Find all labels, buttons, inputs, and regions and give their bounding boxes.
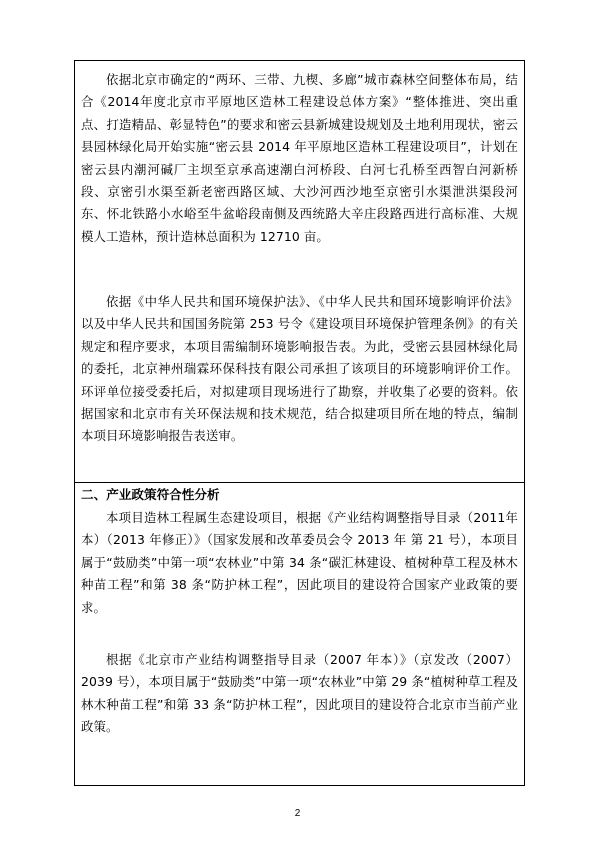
paragraph-assessment-basis: 依据《中华人民共和国环境保护法》、《中华人民共和国环境影响评价法》以及中华人民共和国国务院第 253 号令《建设项目环境保护管理条例》的有关规定和程序要求，本项目需编制环境影响报告表。为此，受密云县园林绿化局的委托，北京神州瑞霖环保科技有限公司承担了该项目的环境影响评价工作。环评单位接受委托后，对拟建项目现场进行了勘察，并收集了必要的资料。依据国家和北京市有关环保法规和技术规范，结合拟建项目所在地的特点，编制本项目环境影响报告表送审。 <box>81 294 518 444</box>
paragraph-beijing-policy: 根据《北京市产业结构调整指导目录（2007 年本）》（京发改（2007）2039 号），本项目属于“鼓励类”中第一项“农林业”中第 29 条“植树种草工程及林木种苗工程”和第 33 条“防护林工程”，因此项目的建设符合北京市当前产业政策。 <box>81 652 518 735</box>
paragraph-project-background: 依据北京市确定的“两环、三带、九楔、多廊”城市森林空间整体布局，结合《2014年度北京市平原地区造林工程建设总体方案》“整体推进、突出重点、打造精品、彰显特色”的要求和密云县新城建设规划及土地利用现状，密云县园林绿化局开始实施“密云县 2014 年平原地区造林工程建设项目”，计划在密云县内潮河碱厂主坝至京承高速潮白河桥段、白河七孔桥至西智白河新桥段、京密引水渠至新老密西路区域、大沙河西沙地至京密引水渠泄洪渠段河东、怀北铁路小水峪至牛盆峪段南侧及西统路大辛庄段路西进行高标准、大规模人工造林，预计造林总面积为 12710 亩。 <box>81 72 518 244</box>
page-number: 2 <box>294 808 301 819</box>
content-table-frame <box>74 60 525 786</box>
section-heading-industrial-policy: 二、产业政策符合性分析 <box>81 487 220 502</box>
paragraph-national-policy: 本项目造林工程属生态建设项目，根据《产业结构调整指导目录（2011年本）（2013 年修正）》（国家发展和改革委员会令 2013 年 第 21 号），本项目属于“鼓励类”中第一项“农林业”中第 34 条“碳汇林建设、植树种草工程及林木种苗工程”和第 38 条“防护林工程”，因此项目的建设符合国家产业政策的要求。 <box>81 510 518 615</box>
section-divider <box>75 482 524 483</box>
